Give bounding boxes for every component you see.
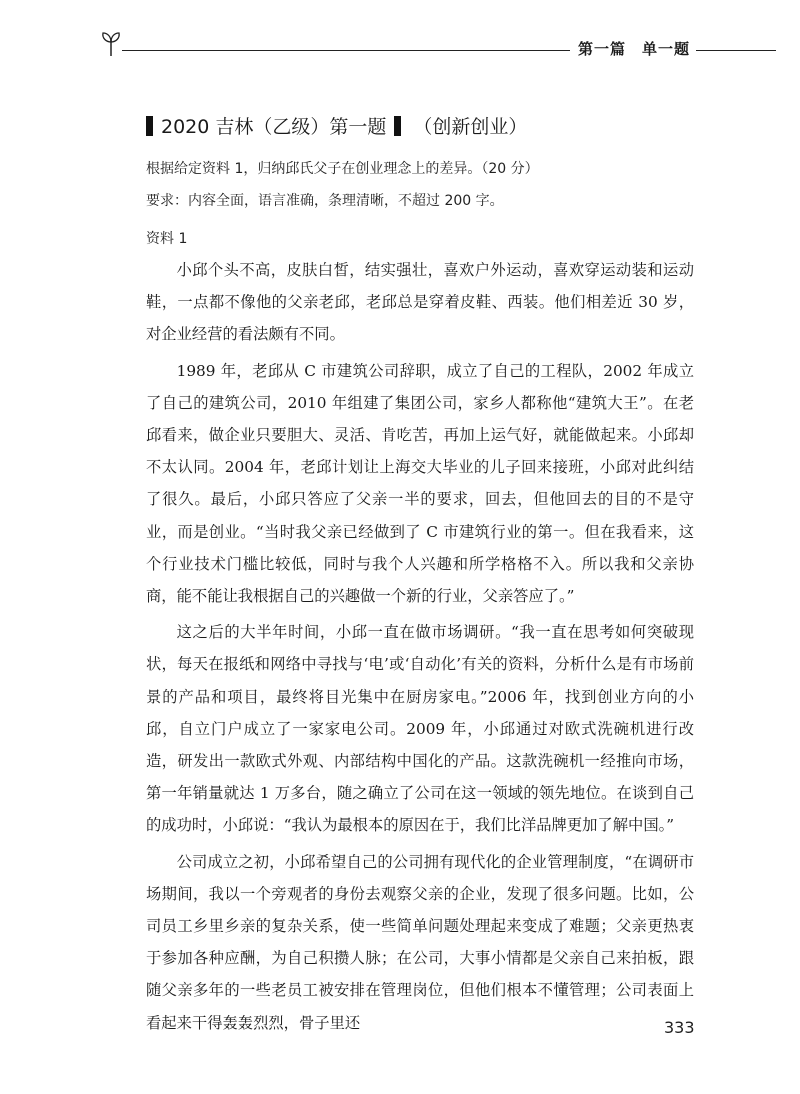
material-paragraph: 1989 年，老邱从 C 市建筑公司辞职，成立了自己的工程队，2002 年成立了自己的建筑公司，2010 年组建了集团公司，家乡人都称他“建筑大王”。在老邱看来，做企业只要胆大、灵活、肯吃苦，再加上运气好，就能做起来。小邱却不太认同。2004 年，老邱计划让上海交大毕业的儿子回来接班，小邱对此纠结了很久。最后，小邱只答应了父亲一半的要求，回去，但他回去的目的不是守业，而是创业。“当时我父亲已经做到了 C 市建筑行业的第一。但在我看来，这个行业技术门槛比较低，同时与我个人兴趣和所学格格不入。所以我和父亲协商，能不能让我根据自己的兴趣做一个新的行业，父亲答应了。” xyxy=(146,361,694,606)
question-title xyxy=(146,112,527,139)
question-prompt: 根据给定资料 1，归纳邱氏父子在创业理念上的差异。（20 分） xyxy=(146,161,539,177)
running-title: 第一篇 单一题 xyxy=(578,40,691,58)
material-paragraph: 这之后的大半年时间，小邱一直在做市场调研。“我一直在思考如何突破现状，每天在报纸和网络中寻找与‘电’或‘自动化’有关的资料，分析什么是有市场前景的产品和项目，最终将目光集中在厨房家电。”2006 年，找到创业方向的小邱，自立门户成立了一家家电公司。2009 年，小邱通过对欧式洗碗机进行改造，研发出一款欧式外观、内部结构中国化的产品。这款洗碗机一经推向市场，第一年销量就达 1 万多台，随之确立了公司在这一领域的领先地位。在谈到自己的成功时，小邱说：“我认为最根本的原因在于，我们比洋品牌更加了解中国。” xyxy=(146,623,694,835)
sprout-icon xyxy=(100,30,122,58)
question-tag: （创新创业） xyxy=(413,116,528,138)
header-rule-left xyxy=(122,50,570,51)
question-title-text: 2020 吉林（乙级）第一题 xyxy=(161,116,387,138)
title-bar-right xyxy=(394,116,401,136)
material-paragraph: 小邱个头不高，皮肤白皙，结实强壮，喜欢户外运动，喜欢穿运动装和运动鞋，一点都不像他的父亲老邱，老邱总是穿着皮鞋、西装。他们相差近 30 岁，对企业经营的看法颇有不同。 xyxy=(146,261,694,344)
title-bar-left xyxy=(146,116,153,136)
material-label: 资料 1 xyxy=(146,231,188,247)
page-header xyxy=(100,30,780,70)
question-requirement: 要求：内容全面，语言准确，条理清晰，不超过 200 字。 xyxy=(146,193,504,209)
material-paragraph: 公司成立之初，小邱希望自己的公司拥有现代化的企业管理制度，“在调研市场期间，我以一个旁观者的身份去观察父亲的企业，发现了很多问题。比如，公司员工乡里乡亲的复杂关系，使一些简单问题处理起来变成了难题；父亲更热衷于参加各种应酬，为自己积攒人脉；在公司，大事小情都是父亲自己来拍板，跟随父亲多年的一些老员工被安排在管理岗位，但他们根本不懂管理；公司表面上看起来干得轰轰烈烈，骨子里还 xyxy=(146,852,694,1032)
material-body xyxy=(146,254,694,1043)
page-number: 333 xyxy=(664,1018,695,1037)
header-rule-right xyxy=(696,50,776,51)
